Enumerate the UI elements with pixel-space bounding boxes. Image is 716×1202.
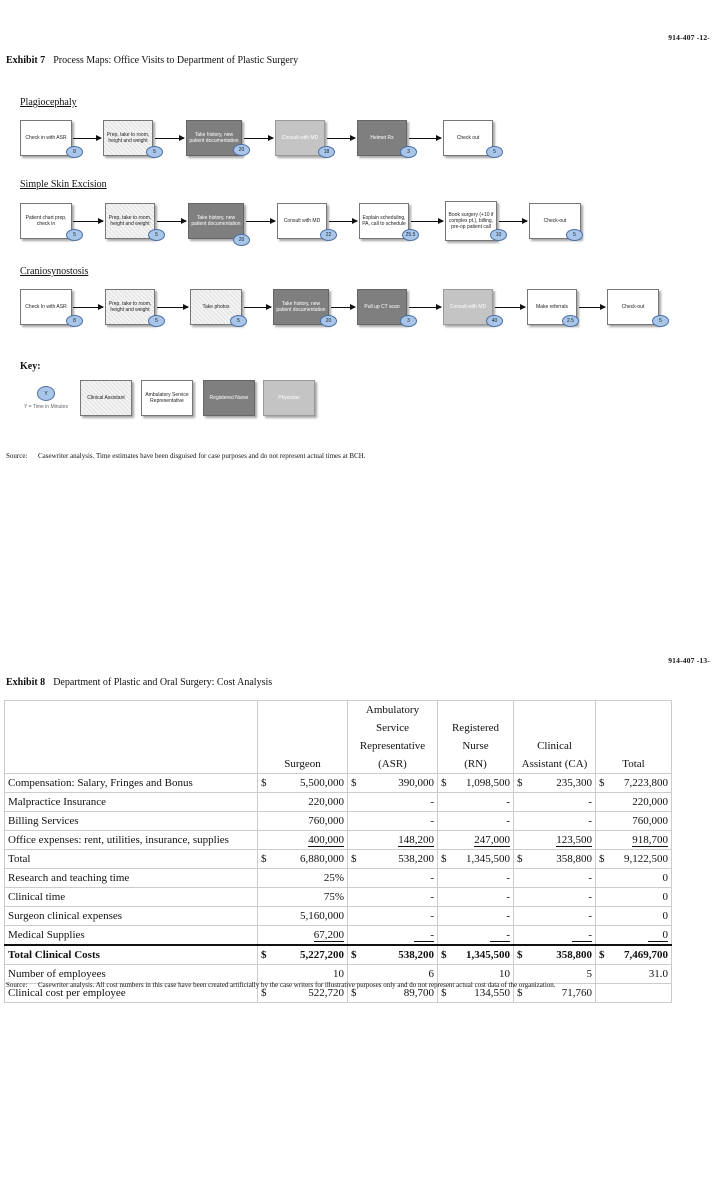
value-text: 71,760 [561,987,592,999]
source-note-exhibit-7 [6,452,366,460]
currency-cell [258,869,270,888]
skin-step-history: Take history, new patient documentation [188,203,244,239]
skin-time-4: 22 [320,229,337,241]
currency-cell [258,907,270,926]
skin-time-7: 5 [566,229,583,241]
value-cell [270,907,348,926]
key-time-badge: Y [37,386,55,401]
header-surgeon: Surgeon [258,701,348,774]
currency-cell [258,812,270,831]
value-text: 5,160,000 [300,910,344,922]
header-blank [5,701,258,774]
cranio-arrow-5 [409,307,441,308]
plagio-time-5: 3 [400,146,417,158]
row-label: Compensation: Salary, Fringes and Bonus [5,774,258,793]
value-cell [360,774,438,793]
value-cell [360,907,438,926]
value-cell [270,945,348,965]
value-cell [270,774,348,793]
value-cell [608,907,672,926]
currency-cell: $ [514,984,526,1003]
value-cell [360,888,438,907]
value-cell [450,793,514,812]
value-cell [526,907,596,926]
row-label: Medical Supplies [5,926,258,946]
skin-step-explain: Explain scheduling, PA, call to schedule [359,203,409,239]
table-row [5,774,672,793]
value-cell [608,831,672,850]
currency-cell [514,926,526,946]
header-rn-line-3: (RN) [464,758,487,770]
cranio-step-history: Take history, new patient documentation [273,289,329,325]
value-cell [450,888,514,907]
plagio-arrow-1 [73,138,101,139]
currency-cell: $ [438,984,450,1003]
value-text: - [430,796,434,808]
key-physician: Physician [263,380,315,416]
page-number-13: 914-407 -13- [668,656,710,665]
value-text: 0 [648,929,668,942]
currency-cell [258,888,270,907]
skin-arrow-6 [499,221,527,222]
value-text: 5,500,000 [300,777,344,789]
value-text: 538,200 [398,949,434,961]
value-text: - [490,929,510,942]
currency-cell [596,926,608,946]
value-text: 235,300 [556,777,592,789]
header-total: Total [596,701,672,774]
currency-cell [348,793,360,812]
value-cell [450,850,514,869]
value-text: - [430,891,434,903]
value-cell [450,774,514,793]
cranio-arrow-1 [73,307,103,308]
skin-step-prep: Prep, take to room, height and weight [105,203,155,239]
value-text: 148,200 [398,833,434,846]
value-cell [526,812,596,831]
exhibit-8-label: Exhibit 8 [6,677,46,688]
value-text: - [588,910,592,922]
currency-cell: $ [258,774,270,793]
skin-step-checkout: Check-out [529,203,581,239]
currency-cell: $ [438,850,450,869]
value-cell [526,793,596,812]
map-title-craniosynostosis: Craniosynostosis [20,266,89,277]
table-row [5,831,672,850]
map-title-plagiocephaly: Plagiocephaly [20,97,77,108]
currency-cell: $ [514,850,526,869]
page-number-12: 914-407 -12- [668,33,710,42]
skin-step-book-surgery: Book surgery (+10 if complex pt.), billing, pre-op patient call [445,201,497,241]
value-text: 220,000 [632,796,668,808]
value-text: - [506,815,510,827]
currency-cell: $ [438,945,450,965]
value-text: 7,223,800 [624,777,668,789]
value-text: 75% [323,891,344,903]
value-cell [270,850,348,869]
currency-cell [438,888,450,907]
plagio-time-1: 8 [66,146,83,158]
plagio-step-prep: Prep, take to room, height and weight [103,120,153,156]
value-text: 31.0 [648,968,668,980]
plagio-time-6: 5 [486,146,503,158]
value-text: 0 [662,872,668,884]
value-cell [608,926,672,946]
cranio-time-5: 3 [400,315,417,327]
header-rn-line-1: Registered [451,722,500,734]
currency-cell: $ [258,850,270,869]
row-label: Malpractice Insurance [5,793,258,812]
value-text: 760,000 [308,815,344,827]
plagio-time-3: 20 [233,144,250,156]
value-cell [608,793,672,812]
key-asr: Ambulatory Service Representative [141,380,193,416]
plagio-time-2: 5 [146,146,163,158]
currency-cell [348,831,360,850]
value-cell [360,945,438,965]
source-text-7: Casewriter analysis. Time estimates have been disguised for case purposes and do not represent actual times at BCH. [38,452,366,460]
currency-cell [348,869,360,888]
plagio-arrow-3 [244,138,273,139]
skin-time-1: 5 [66,229,83,241]
header-ca-line-1: Clinical [537,740,572,752]
currency-cell [514,907,526,926]
table-row [5,888,672,907]
header-asr-line-3: Representative [359,740,426,752]
value-text: - [588,796,592,808]
currency-cell [438,831,450,850]
value-cell [360,869,438,888]
value-text: - [506,872,510,884]
header-ca [514,701,596,774]
key-title: Key: [20,361,41,372]
value-cell [270,926,348,946]
row-label: Total Clinical Costs [5,945,258,965]
value-cell [450,869,514,888]
value-text: 6,880,000 [300,853,344,865]
value-cell [450,812,514,831]
value-cell [360,793,438,812]
value-text: 25% [323,872,344,884]
value-text: - [572,929,592,942]
row-label: Surgeon clinical expenses [5,907,258,926]
value-text: 67,200 [313,928,344,941]
value-cell [526,774,596,793]
cranio-step-referrals: Make referrals [527,289,577,325]
value-text: 918,700 [632,833,668,846]
value-text: 1,345,500 [466,949,510,961]
currency-cell [596,888,608,907]
source-text-8: Casewriter analysis. All cost numbers in this case have been created artificially by the case writers for illustrative purposes only and do not represent actual cost data of the organization. [38,981,556,989]
header-rn [438,701,514,774]
plagio-step-consult: Consult with MD [275,120,325,156]
currency-cell [514,869,526,888]
currency-cell [438,869,450,888]
value-text: 7,469,700 [624,949,668,961]
cranio-time-8: 5 [652,315,669,327]
currency-cell [348,812,360,831]
value-cell [526,850,596,869]
plagio-step-checkin: Check in with ASR [20,120,72,156]
cranio-step-ct-scan: Pull up CT scan [357,289,407,325]
skin-time-6: 10 [490,229,507,241]
value-cell [450,831,514,850]
cranio-time-2: 5 [148,315,165,327]
currency-cell [514,888,526,907]
value-text: - [506,910,510,922]
plagio-arrow-2 [155,138,184,139]
value-text: 538,200 [398,853,434,865]
key-clinical-assistant: Clinical Assistant [80,380,132,416]
currency-cell [348,907,360,926]
currency-cell: $ [514,945,526,965]
value-text: 1,098,500 [466,777,510,789]
value-text: - [430,910,434,922]
header-rn-line-2: Nurse [462,740,489,752]
value-cell [526,926,596,946]
skin-arrow-2 [157,221,186,222]
value-text: 400,000 [308,833,344,846]
value-text: - [414,929,434,942]
row-label: Office expenses: rent, utilities, insurance, supplies [5,831,258,850]
key-badge-caption: Y = Time in Minutes [24,404,68,410]
source-note-exhibit-8 [6,981,556,989]
cranio-time-6: 40 [486,315,503,327]
currency-cell: $ [514,774,526,793]
row-label: Research and teaching time [5,869,258,888]
value-text: 358,800 [556,853,592,865]
value-cell [360,926,438,946]
currency-cell: $ [348,850,360,869]
value-text: 123,500 [556,833,592,846]
plagio-step-helmet: Helmet Rx [357,120,407,156]
value-text: - [588,891,592,903]
value-cell [450,907,514,926]
skin-step-consult: Consult with MD [277,203,327,239]
currency-cell: $ [258,984,270,1003]
cranio-time-7: 2.5 [562,315,579,327]
cranio-arrow-4 [331,307,355,308]
header-asr [348,701,438,774]
value-cell [526,888,596,907]
table-header-row [5,701,672,774]
value-cell [270,812,348,831]
plagio-arrow-4 [327,138,355,139]
currency-cell: $ [348,774,360,793]
skin-arrow-4 [329,221,357,222]
currency-cell: $ [596,850,608,869]
value-text: 522,720 [308,987,344,999]
row-label: Total [5,850,258,869]
row-label: Number of employees [5,965,258,984]
skin-time-2: 5 [148,229,165,241]
currency-cell: $ [348,945,360,965]
cranio-step-checkin: Check In with ASR [20,289,72,325]
value-cell [526,945,596,965]
currency-cell [258,926,270,946]
value-cell [608,965,672,984]
value-text: 220,000 [308,796,344,808]
currency-cell [348,926,360,946]
row-label: Clinical time [5,888,258,907]
value-cell [270,869,348,888]
cranio-arrow-7 [579,307,605,308]
cranio-step-consult: Consult with MD [443,289,493,325]
plagio-step-history: Take history, new patient documentation [186,120,242,156]
currency-cell: $ [596,774,608,793]
value-cell [526,831,596,850]
currency-cell [596,793,608,812]
source-label-7: Source: [6,452,28,460]
value-cell [270,888,348,907]
value-text: 89,700 [403,987,434,999]
plagio-arrow-5 [409,138,441,139]
value-text: - [430,815,434,827]
row-label: Billing Services [5,812,258,831]
skin-arrow-1 [73,221,103,222]
value-text: 358,800 [556,949,592,961]
cranio-time-3: 5 [230,315,247,327]
currency-cell [514,812,526,831]
value-text: 9,122,500 [624,853,668,865]
value-text: 760,000 [632,815,668,827]
currency-cell [258,793,270,812]
value-cell [450,945,514,965]
value-cell [360,850,438,869]
currency-cell [438,926,450,946]
cranio-time-4: 20 [320,315,337,327]
value-text: 0 [662,891,668,903]
table-row [5,869,672,888]
cranio-arrow-2 [157,307,188,308]
value-cell [608,945,672,965]
value-text: 10 [499,968,510,980]
table-row [5,812,672,831]
currency-cell [438,793,450,812]
source-label-8: Source: [6,981,28,989]
value-text: 134,550 [474,987,510,999]
map-title-simple-skin-excision: Simple Skin Excision [20,179,107,190]
table-row [5,945,672,965]
value-text: 247,000 [474,833,510,846]
value-text: 390,000 [398,777,434,789]
value-text: 1,345,500 [466,853,510,865]
value-text: 5,227,200 [300,949,344,961]
skin-arrow-3 [246,221,275,222]
table-row [5,907,672,926]
value-text: - [588,872,592,884]
currency-cell: $ [258,945,270,965]
value-text: 0 [662,910,668,922]
cranio-time-1: 8 [66,315,83,327]
table-row [5,793,672,812]
currency-cell [438,907,450,926]
exhibit-7-heading [6,55,298,66]
key-registered-nurse: Registered Nurse [203,380,255,416]
header-asr-line-2: Service [376,722,409,734]
value-cell [608,850,672,869]
value-text: - [430,872,434,884]
value-cell [608,869,672,888]
value-cell [608,984,672,1003]
cranio-step-checkout: Check-out [607,289,659,325]
value-cell [526,869,596,888]
value-text: 10 [333,968,344,980]
row-label: Clinical cost per employee [5,984,258,1003]
currency-cell: $ [438,774,450,793]
skin-time-5: 25.5 [402,229,419,241]
currency-cell [348,888,360,907]
currency-cell [258,831,270,850]
exhibit-7-label: Exhibit 7 [6,55,46,66]
value-cell [270,831,348,850]
exhibit-7-title: Process Maps: Office Visits to Department of Plastic Surgery [53,55,299,66]
skin-time-3: 20 [233,234,250,246]
plagio-step-checkout: Check out [443,120,493,156]
currency-cell [438,812,450,831]
header-ca-line-2: Assistant (CA) [521,758,588,770]
value-cell [270,793,348,812]
value-cell [360,812,438,831]
value-text: 6 [428,968,434,980]
plagio-time-4: 18 [318,146,335,158]
cranio-step-photos: Take photos [190,289,242,325]
header-asr-line-1: Ambulatory [365,704,420,716]
currency-cell [596,984,608,1003]
header-asr-line-4: (ASR) [378,758,407,770]
currency-cell [514,793,526,812]
exhibit-8-title: Department of Plastic and Oral Surgery: Cost Analysis [53,677,273,688]
cranio-arrow-6 [495,307,525,308]
value-cell [608,774,672,793]
value-text: - [588,815,592,827]
currency-cell [596,965,608,984]
currency-cell: $ [596,945,608,965]
value-cell [608,888,672,907]
cost-analysis-table [4,700,672,1003]
currency-cell [596,869,608,888]
currency-cell [596,812,608,831]
skin-step-chart-prep: Patient chart prep, check in [20,203,72,239]
value-cell [360,831,438,850]
value-text: - [506,796,510,808]
skin-arrow-5 [411,221,443,222]
table-row [5,926,672,946]
value-text: - [506,891,510,903]
currency-cell [514,831,526,850]
currency-cell [596,831,608,850]
exhibit-8-heading [6,677,272,688]
value-cell [450,926,514,946]
value-cell [608,812,672,831]
cranio-step-prep: Prep, take to room, height and weight [105,289,155,325]
cranio-arrow-3 [244,307,271,308]
currency-cell [596,907,608,926]
table-row [5,850,672,869]
value-text: 5 [586,968,592,980]
currency-cell: $ [348,984,360,1003]
